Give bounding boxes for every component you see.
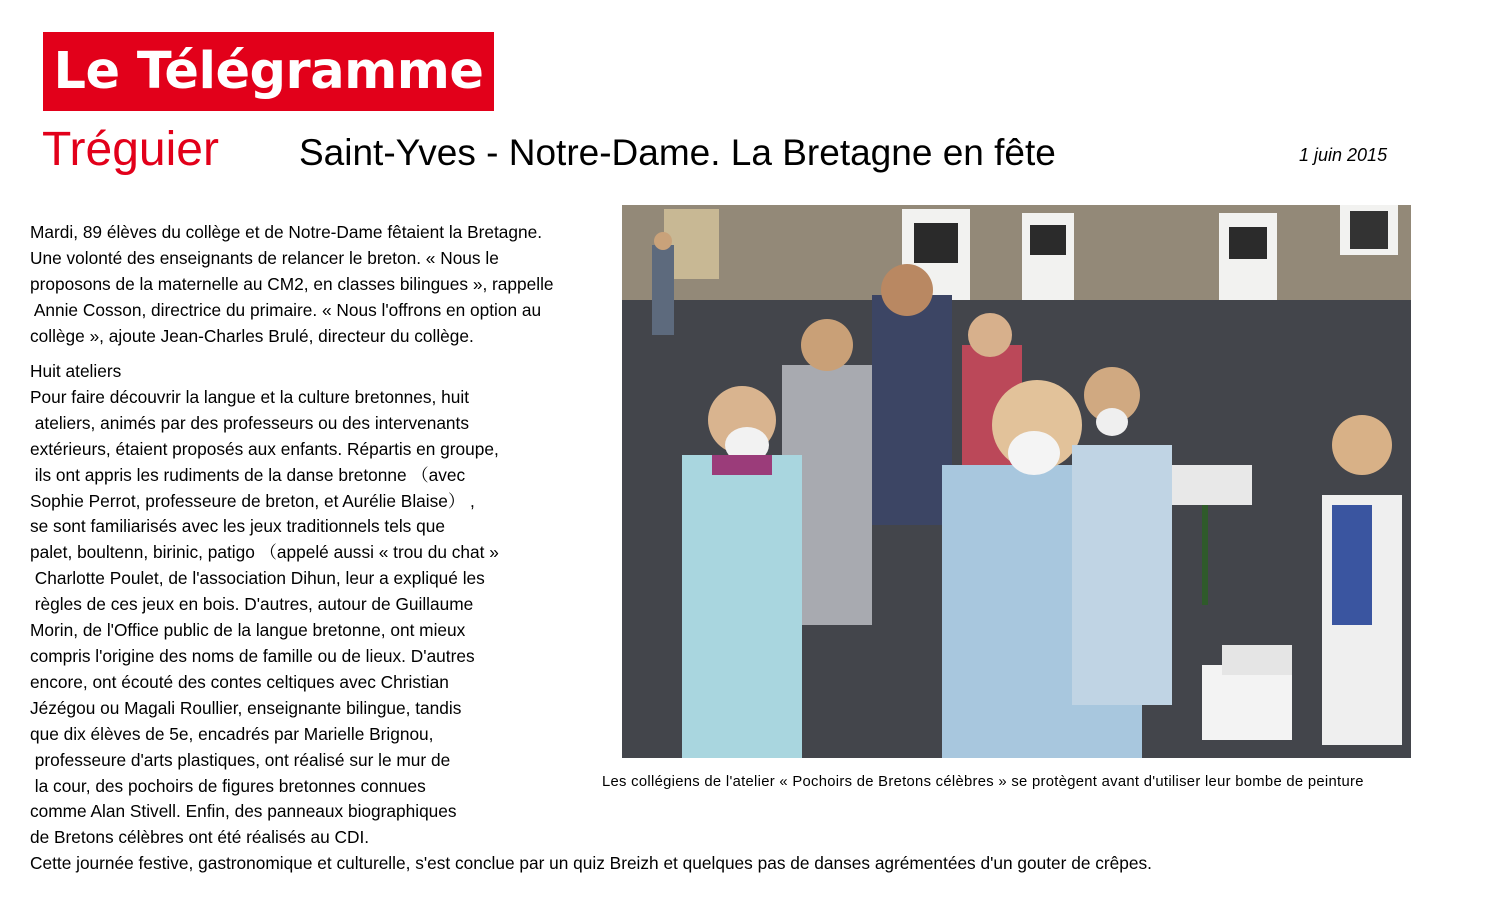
article-photo <box>622 205 1411 758</box>
body-line: Jézégou ou Magali Roullier, enseignante bilingue, tandis <box>30 697 462 718</box>
body-line: palet, boultenn, birinic, patigo （appelé aussi « trou du chat » <box>30 542 499 563</box>
body-line: extérieurs, étaient proposés aux enfants. Répartis en groupe, <box>30 438 499 459</box>
body-line: Sophie Perrot, professeure de breton, et Aurélie Blaise） , <box>30 490 475 511</box>
body-line: comme Alan Stivell. Enfin, des panneaux biographiques <box>30 801 457 822</box>
body-line: professeure d'arts plastiques, ont réalisé sur le mur de <box>30 749 451 770</box>
article-headline: Saint-Yves - Notre-Dame. La Bretagne en fête <box>299 132 1056 173</box>
logo-text: Le Télégramme <box>53 42 484 101</box>
body-line: Morin, de l'Office public de la langue bretonne, ont mieux <box>30 620 466 641</box>
photo-caption: Les collégiens de l'atelier « Pochoirs de Bretons célèbres » se protègent avant d'utiliser leur bombe de peinture <box>602 774 1364 790</box>
body-line: de Bretons célèbres ont été réalisés au CDI. <box>30 827 370 848</box>
article-intro <box>30 220 625 350</box>
body-line: ateliers, animés par des professeurs ou des intervenants <box>30 412 469 433</box>
section-subheading: Huit ateliers <box>30 361 122 381</box>
intro-line: Une volonté des enseignants de relancer le breton. « Nous le <box>30 247 499 268</box>
body-line: la cour, des pochoirs de figures bretonnes connues <box>30 775 426 796</box>
intro-line: Mardi, 89 élèves du collège et de Notre-Dame fêtaient la Bretagne. <box>30 222 543 242</box>
intro-line: proposons de la maternelle au CM2, en classes bilingues », rappelle <box>30 273 554 294</box>
body-line: que dix élèves de 5e, encadrés par Marielle Brignou, <box>30 723 434 744</box>
body-line: se sont familiarisés avec les jeux traditionnels tels que <box>30 516 445 537</box>
intro-line: collège », ajoute Jean-Charles Brulé, directeur du collège. <box>30 325 474 346</box>
intro-line: Annie Cosson, directrice du primaire. « Nous l'offrons en option au <box>30 299 542 320</box>
photo-illustration <box>622 205 1411 758</box>
body-line: règles de ces jeux en bois. D'autres, autour de Guillaume <box>30 594 474 615</box>
body-line: Pour faire découvrir la langue et la culture bretonnes, huit <box>30 386 470 407</box>
body-line: ils ont appris les rudiments de la danse bretonne （avec <box>30 464 466 485</box>
body-line: compris l'origine des noms de famille ou de lieux. D'autres <box>30 645 475 666</box>
body-line: encore, ont écouté des contes celtiques avec Christian <box>30 671 449 692</box>
body-line: Charlotte Poulet, de l'association Dihun, leur a expliqué les <box>30 568 485 589</box>
newspaper-logo <box>43 32 494 111</box>
article-date: 1 juin 2015 <box>1299 145 1388 165</box>
body-line: Cette journée festive, gastronomique et culturelle, s'est conclue par un quiz Breizh et quelques pas de danses agrémentées d'un gouter de crêpes. <box>30 853 1152 874</box>
city-heading: Tréguier <box>42 123 219 176</box>
